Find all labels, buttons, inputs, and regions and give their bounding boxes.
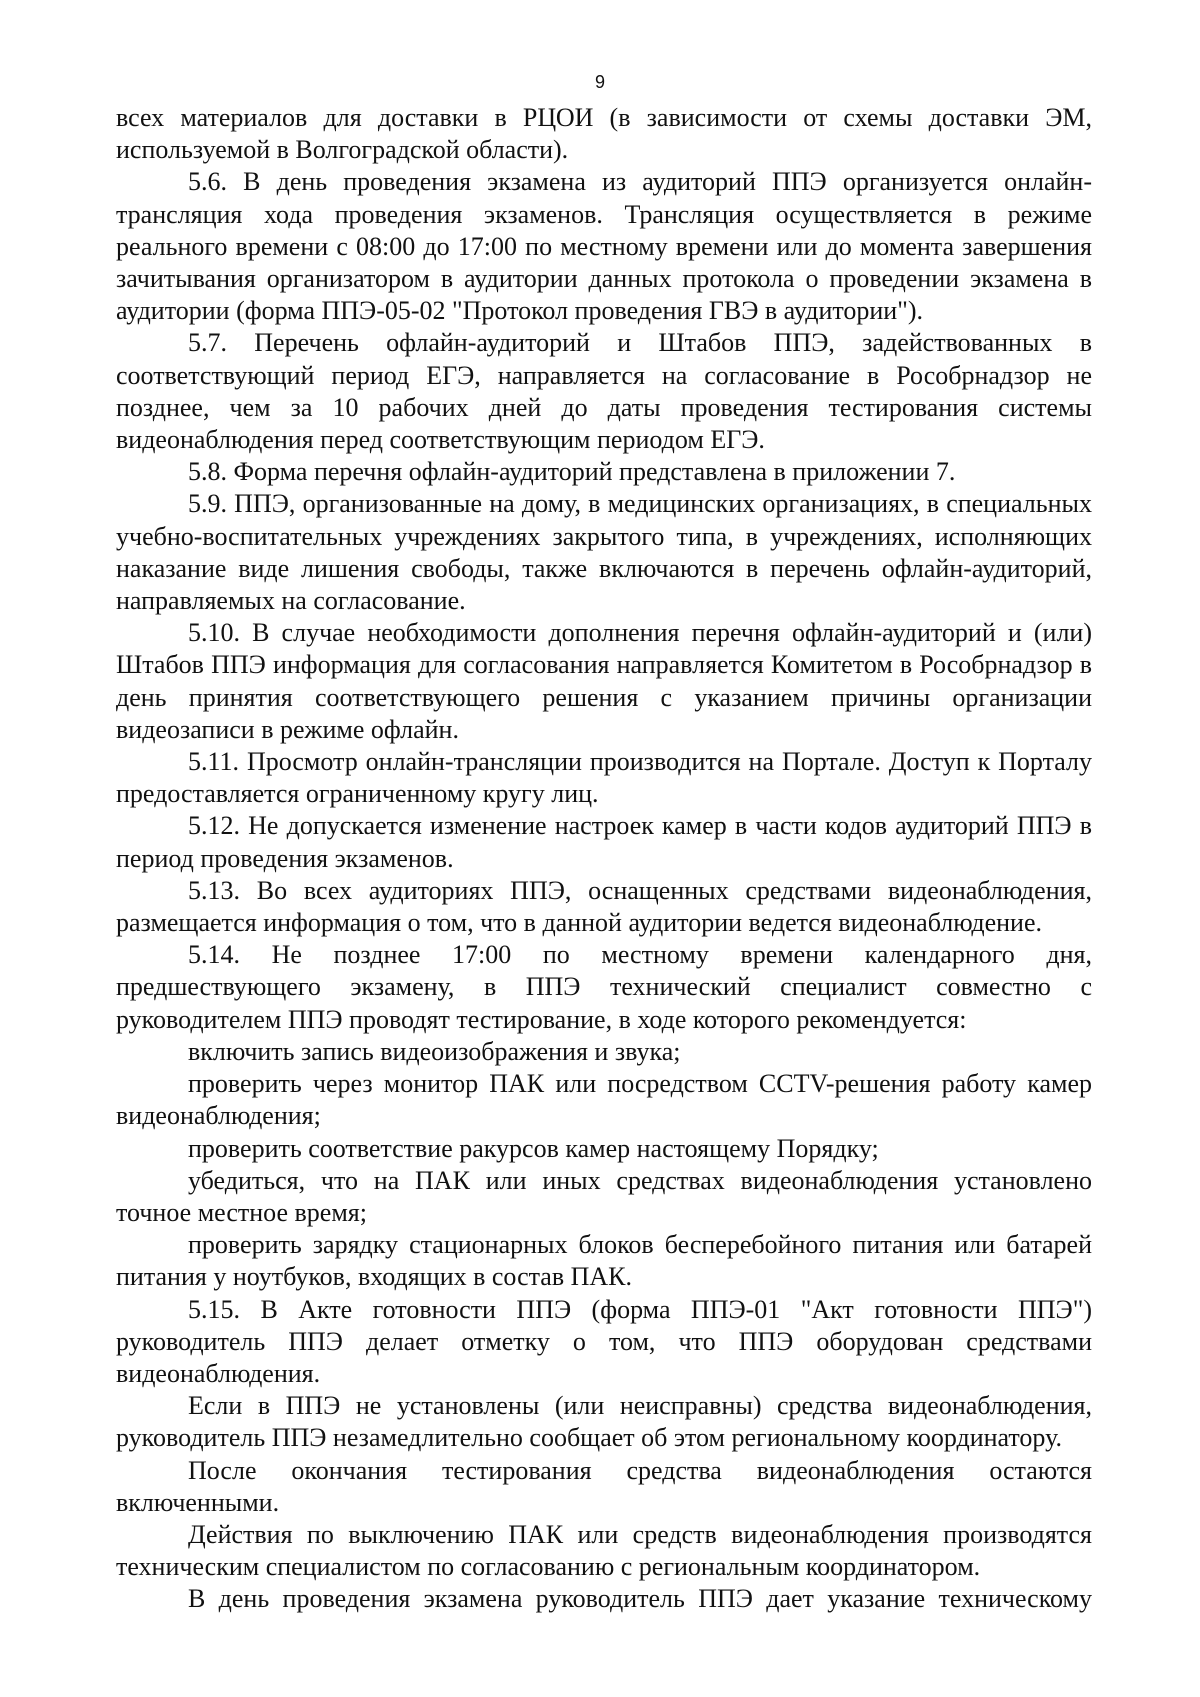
list-item-check-time: убедиться, что на ПАК или иных средствах видеонаблюдения установлено точное местное время; <box>116 1165 1092 1227</box>
paragraph-5-14: 5.14. Не позднее 17:00 по местному времени календарного дня, предшествующего экзамену, в ППЭ технический специалист совместно с руководителем ППЭ проводят тестирование, в ходе которого рекомендуется: <box>116 940 1092 1034</box>
document-body <box>116 102 1092 1616</box>
list-item-check-battery: проверить зарядку стационарных блоков бесперебойного питания или батарей питания у ноутбуков, входящих в состав ПАК. <box>116 1230 1092 1292</box>
page-number: 9 <box>594 72 605 92</box>
paragraph-5-11: 5.11. Просмотр онлайн-трансляции производится на Портале. Доступ к Порталу предоставляется ограниченному кругу лиц. <box>116 747 1092 809</box>
paragraph-not-installed: Если в ППЭ не установлены (или неисправны) средства видеонаблюдения, руководитель ППЭ незамедлительно сообщает об этом региональному координатору. <box>116 1391 1092 1453</box>
paragraph-continuation: всех материалов для доставки в РЦОИ (в зависимости от схемы доставки ЭМ, используемой в Волгоградской области). <box>116 103 1092 165</box>
list-item-enable-recording: включить запись видеоизображения и звука; <box>188 1036 681 1066</box>
paragraph-5-13: 5.13. Во всех аудиториях ППЭ, оснащенных средствами видеонаблюдения, размещается информация о том, что в данной аудитории ведется видеонаблюдение. <box>116 875 1092 938</box>
paragraph-after-testing: После окончания тестирования средства видеонаблюдения остаются включенными. <box>116 1455 1092 1517</box>
paragraph-5-8: 5.8. Форма перечня офлайн-аудиторий представлена в приложении 7. <box>188 457 956 487</box>
list-item-check-angles: проверить соответствие ракурсов камер настоящему Порядку; <box>188 1133 879 1163</box>
paragraph-5-6: 5.6. В день проведения экзамена из аудиторий ППЭ организуется онлайн-трансляция хода проведения экзаменов. Трансляция осуществляется в режиме реального времени с 08:00 до 17:00 по местному времени или до момента завершения зачитывания организатором в аудитории данных протокола о проведении экзамена в аудитории (форма ППЭ-05-02 "Протокол проведения ГВЭ в аудитории"). <box>116 167 1092 326</box>
paragraph-5-12: 5.12. Не допускается изменение настроек камер в части кодов аудиторий ППЭ в период проведения экзаменов. <box>116 811 1092 873</box>
paragraph-5-9: 5.9. ППЭ, организованные на дому, в медицинских организациях, в специальных учебно-воспитательных учреждениях закрытого типа, в учреждениях, исполняющих наказание виде лишения свободы, также включаются в перечень офлайн-аудиторий, направляемых на согласование. <box>116 489 1092 616</box>
paragraph-5-7: 5.7. Перечень офлайн-аудиторий и Штабов ППЭ, задействованных в соответствующий период ЕГЭ, направляется на согласование в Рособрнадзор не позднее, чем за 10 рабочих дней до даты проведения тестирования системы видеонаблюдения перед соответствующим периодом ЕГЭ. <box>116 328 1092 455</box>
paragraph-shutdown: Действия по выключению ПАК или средств видеонаблюдения производятся техническим специалистом по согласованию с региональным координатором. <box>116 1519 1092 1582</box>
paragraph-exam-day: В день проведения экзамена руководитель ППЭ дает указание техническому <box>188 1584 1092 1614</box>
list-item-check-cameras: проверить через монитор ПАК или посредством CCTV-решения работу камер видеонаблюдения; <box>116 1069 1092 1131</box>
paragraph-5-15: 5.15. В Акте готовности ППЭ (форма ППЭ-01 "Акт готовности ППЭ") руководитель ППЭ делает отметку о том, что ППЭ оборудован средствами видеонаблюдения. <box>116 1294 1092 1388</box>
paragraph-5-10: 5.10. В случае необходимости дополнения перечня офлайн-аудиторий и (или) Штабов ППЭ информация для согласования направляется Комитетом в Рособрнадзор в день принятия соответствующего решения с указанием причины организации видеозаписи в режиме офлайн. <box>116 618 1092 744</box>
